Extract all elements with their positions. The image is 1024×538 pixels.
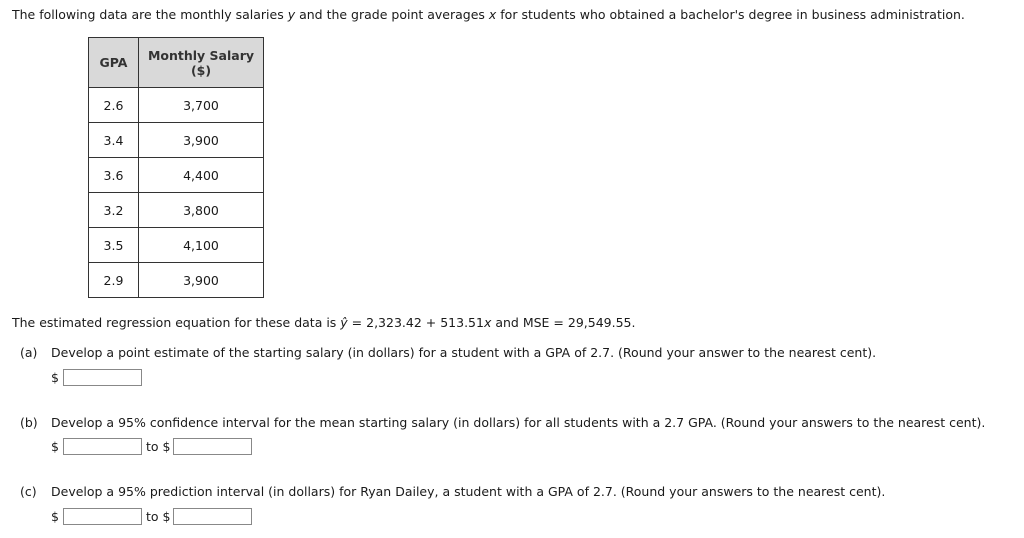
part-c-answer-row (51, 508, 252, 525)
part-b-answer-row (51, 438, 252, 455)
part-a-label: (a) (20, 345, 38, 360)
part-a-question (20, 345, 876, 360)
gpa-cell: 3.2 (89, 193, 139, 228)
x-variable: x (488, 7, 497, 22)
table-row (89, 263, 264, 298)
part-c-upper-input[interactable] (173, 508, 252, 525)
gpa-cell: 2.9 (89, 263, 139, 298)
gpa-cell: 2.6 (89, 88, 139, 123)
data-table (88, 37, 264, 298)
gpa-cell: 3.5 (89, 228, 139, 263)
table-row (89, 158, 264, 193)
part-a-answer-row (51, 369, 142, 386)
part-a-estimate-input[interactable] (63, 369, 142, 386)
table-row (89, 228, 264, 263)
part-b-question (20, 415, 985, 430)
part-c-text: Develop a 95% prediction interval (in dollars) for Ryan Dailey, a student with a GPA of 2.7. (Round your answers to the nearest cent). (51, 484, 886, 499)
part-b-lower-input[interactable] (63, 438, 142, 455)
salary-cell: 4,100 (139, 228, 264, 263)
to-label: to $ (146, 509, 171, 524)
regression-statement: The estimated regression equation for these data is ŷ = 2,323.42 + 513.51x and MSE = 29,549.55. (12, 315, 636, 330)
to-label: to $ (146, 439, 171, 454)
problem-intro: The following data are the monthly salaries y and the grade point averages x for students who obtained a bachelor's degree in business administration. (12, 7, 965, 22)
salary-cell: 3,900 (139, 263, 264, 298)
dollar-sign: $ (51, 439, 59, 454)
part-b-label: (b) (20, 415, 38, 430)
part-c-question (20, 484, 885, 499)
table-header-row (89, 38, 264, 88)
y-hat: ŷ (340, 315, 348, 330)
dollar-sign: $ (51, 370, 59, 385)
table-row (89, 88, 264, 123)
salary-cell: 4,400 (139, 158, 264, 193)
part-c-label: (c) (20, 484, 37, 499)
part-c-lower-input[interactable] (63, 508, 142, 525)
dollar-sign: $ (51, 509, 59, 524)
salary-cell: 3,900 (139, 123, 264, 158)
x-variable: x (483, 315, 492, 330)
gpa-cell: 3.4 (89, 123, 139, 158)
gpa-cell: 3.6 (89, 158, 139, 193)
part-b-upper-input[interactable] (173, 438, 252, 455)
gpa-header: GPA (89, 38, 139, 88)
salary-header: Monthly Salary ($) (139, 38, 264, 88)
salary-cell: 3,800 (139, 193, 264, 228)
part-a-text: Develop a point estimate of the starting salary (in dollars) for a student with a GPA of 2.7. (Round your answer to the nearest cent). (51, 345, 877, 360)
part-b-text: Develop a 95% confidence interval for the mean starting salary (in dollars) for all students with a 2.7 GPA. (Round your answers to the nearest cent). (51, 415, 986, 430)
salary-cell: 3,700 (139, 88, 264, 123)
y-variable: y (287, 7, 296, 22)
table-row (89, 193, 264, 228)
table-row (89, 123, 264, 158)
